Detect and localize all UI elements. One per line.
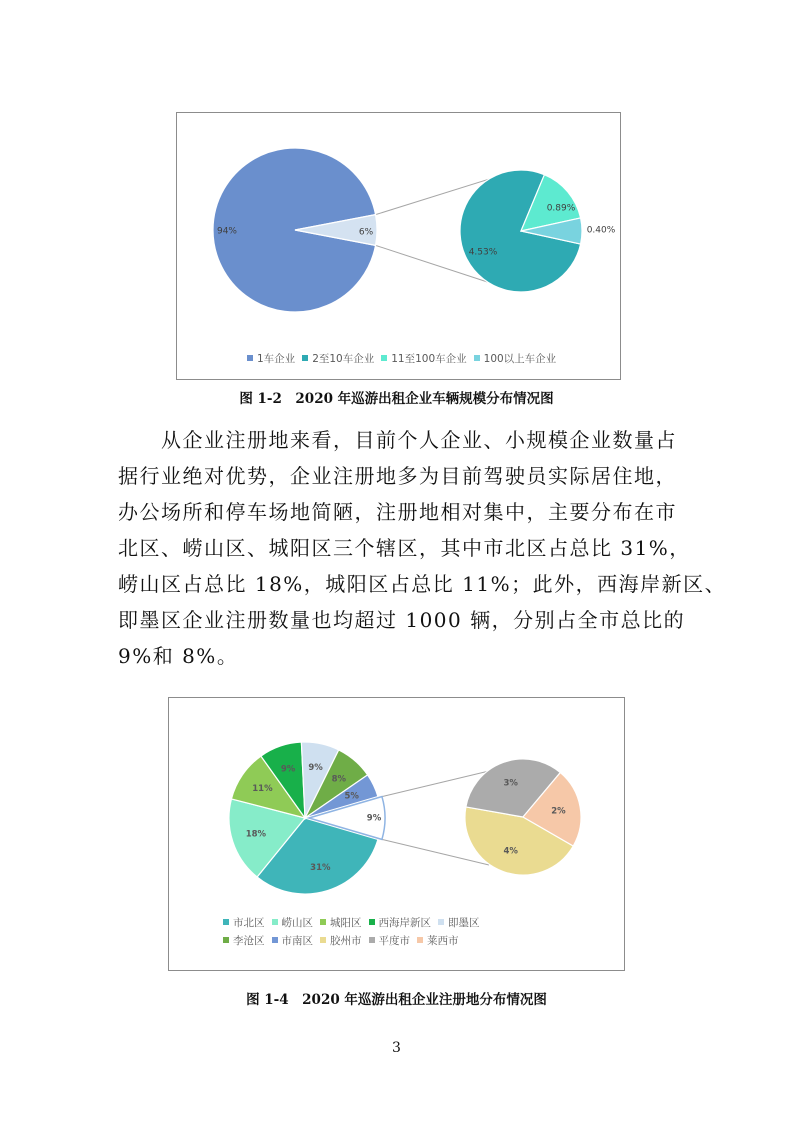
- legend-item: [272, 933, 314, 948]
- legend-label: 即墨区: [448, 917, 480, 929]
- legend-item: [369, 933, 411, 948]
- legend-item: [272, 915, 314, 930]
- legend-label: 2至10车企业: [312, 353, 375, 365]
- data-label-other: 9%: [366, 813, 382, 824]
- figure-1-2-caption: 图 1-2 2020 年巡游出租企业车辆规模分布情况图: [239, 391, 554, 407]
- legend-swatch: [474, 355, 480, 361]
- legend-swatch: [302, 355, 308, 361]
- legend-swatch: [272, 919, 278, 925]
- legend-label: 胶州市: [330, 935, 362, 947]
- page-number: 3: [392, 1040, 401, 1056]
- legend-label: 李沧区: [233, 935, 265, 947]
- data-label-5: 9%: [308, 762, 323, 773]
- legend-item: [417, 933, 459, 948]
- legend-swatch: [369, 919, 375, 925]
- legend-item: [247, 351, 295, 366]
- paragraph-line: 崂山区占总比 18%，城阳区占总比 11%；此外，西海岸新区、: [118, 572, 727, 596]
- sub-data-label-3: 2%: [551, 806, 566, 817]
- vehicle-scale-chart: [176, 112, 621, 380]
- data-label-0-40: 0.40%: [586, 225, 616, 236]
- legend-item: [381, 351, 466, 366]
- legend-item: [438, 915, 480, 930]
- legend-label: 市南区: [281, 935, 313, 947]
- legend-label: 崂山区: [281, 917, 313, 929]
- legend-swatch: [417, 937, 423, 943]
- legend-label: 莱西市: [427, 935, 459, 947]
- chart1-legend: [247, 351, 563, 366]
- data-label-0-89: 0.89%: [546, 203, 576, 214]
- figure-1-4-caption: 图 1-4 2020 年巡游出租企业注册地分布情况图: [246, 992, 547, 1008]
- paragraph-line: 9%和 8%。: [118, 644, 239, 668]
- legend-label: 100以上车企业: [483, 353, 557, 365]
- paragraph-line: 办公场所和停车场地简陋，注册地相对集中，主要分布在市: [118, 500, 677, 524]
- vehicle-scale-pie-svg: [177, 113, 620, 379]
- data-label-7: 5%: [344, 791, 359, 802]
- legend-label: 城阳区: [330, 917, 362, 929]
- legend-label: 西海岸新区: [378, 917, 431, 929]
- legend-label: 平度市: [378, 935, 410, 947]
- legend-item: [223, 915, 265, 930]
- data-label-2: 18%: [245, 829, 267, 840]
- sub-data-label-2: 3%: [503, 778, 518, 789]
- legend-swatch: [320, 919, 326, 925]
- data-label-94: 94%: [216, 226, 238, 237]
- legend-swatch: [381, 355, 387, 361]
- legend-item: [302, 351, 374, 366]
- legend-swatch: [223, 919, 229, 925]
- legend-item: [223, 933, 265, 948]
- legend-item: [369, 915, 432, 930]
- legend-swatch: [438, 919, 444, 925]
- legend-swatch: [320, 937, 326, 943]
- paragraph-line: 据行业绝对优势，企业注册地多为目前驾驶员实际居住地，: [118, 464, 677, 488]
- legend-item: [320, 933, 362, 948]
- legend-swatch: [247, 355, 253, 361]
- legend-label: 市北区: [233, 917, 265, 929]
- data-label-4-53: 4.53%: [468, 247, 498, 258]
- data-label-3: 11%: [252, 784, 273, 795]
- data-label-6: 6%: [358, 227, 374, 238]
- registration-district-chart: [168, 697, 625, 971]
- chart2-legend-row2: [223, 933, 466, 948]
- legend-label: 1车企业: [257, 353, 296, 365]
- paragraph-line: 北区、崂山区、城阳区三个辖区，其中市北区占总比 31%，: [118, 536, 691, 560]
- legend-swatch: [272, 937, 278, 943]
- paragraph-line: 从企业注册地来看，目前个人企业、小规模企业数量占: [118, 428, 677, 452]
- data-label-4: 9%: [280, 764, 296, 775]
- legend-item: [320, 915, 362, 930]
- sub-data-label-1: 4%: [503, 846, 518, 857]
- legend-swatch: [369, 937, 375, 943]
- legend-label: 11至100车企业: [391, 353, 467, 365]
- paragraph-line: 即墨区企业注册数量也均超过 1000 辆，分别占全市总比的: [118, 608, 686, 632]
- legend-item: [474, 351, 557, 366]
- legend-swatch: [223, 937, 229, 943]
- data-label-6: 8%: [331, 774, 347, 785]
- data-label-1: 31%: [310, 862, 331, 873]
- chart2-legend-row1: [223, 915, 487, 930]
